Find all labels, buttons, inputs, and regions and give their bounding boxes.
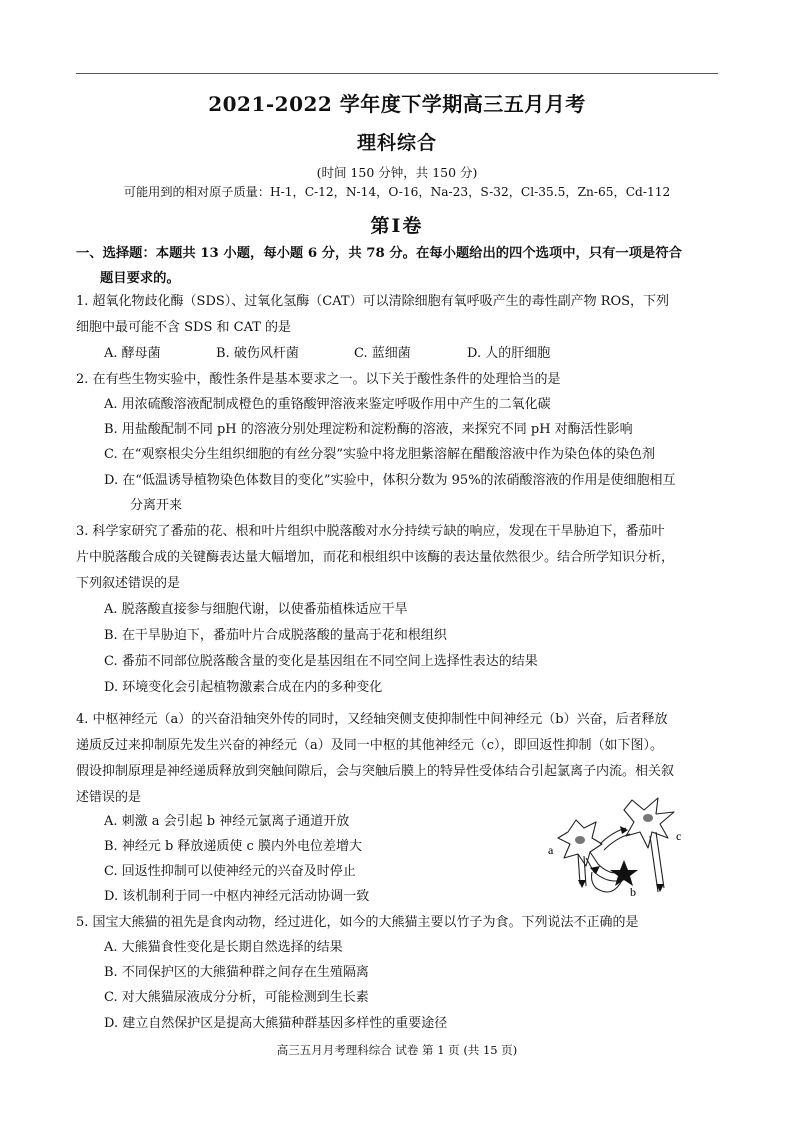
- q4-stem: 4. 中枢神经元（a）的兴奋沿轴突外传的同时，又经轴突侧支使抑制性中间神经元（b）兴奋，后者释放: [76, 712, 668, 727]
- q1-option-a: A. 酵母菌: [104, 346, 161, 361]
- q3-stem-cont2: 下列叙述错误的是: [76, 576, 181, 591]
- q4-option-c: C. 回返性抑制可以使神经元的兴奋及时停止: [104, 864, 356, 879]
- page-footer: 高三五月月考理科综合 试卷 第 1 页 (共 15 页): [276, 1043, 518, 1057]
- q2-option-d-cont: 分离开来: [130, 498, 183, 513]
- neuron-diagram: [540, 792, 700, 902]
- q3-stem-cont1: 片中脱落酸合成的关键酶表达量大幅增加，而花和根组织中该酶的表达量依然很少。结合所学知识分析，: [76, 550, 675, 565]
- exam-title: 2021-2022 学年度下学期高三五月月考: [208, 92, 586, 116]
- q5-option-d: D. 建立自然保护区是提高大熊猫种群基因多样性的重要途径: [104, 1016, 448, 1031]
- q2-option-d: D. 在“低温诱导植物染色体数目的变化”实验中，体积分数为 95%的浓硝酸溶液的作用是使细胞相互: [104, 473, 676, 488]
- q5-option-b: B. 不同保护区的大熊猫种群之间存在生殖隔离: [104, 965, 369, 980]
- q3-option-b: B. 在干旱胁迫下，番茄叶片合成脱落酸的量高于花和根组织: [104, 628, 447, 643]
- q2-option-c: C. 在“观察根尖分生组织细胞的有丝分裂”实验中将龙胆紫溶解在醋酸溶液中作为染色体的染色剂: [104, 447, 656, 462]
- q1-option-c: C. 蓝细菌: [354, 346, 411, 361]
- exam-subtitle: 理科综合: [356, 132, 437, 154]
- arrow-3: [620, 826, 628, 834]
- top-rule: [76, 73, 718, 74]
- time-info: (时间 150 分钟，共 150 分): [316, 165, 478, 180]
- neuron-c-body: [624, 798, 674, 848]
- q5-option-c: C. 对大熊猫尿液成分分析，可能检测到生长素: [104, 990, 369, 1005]
- arrow-1: [578, 880, 586, 888]
- neuron-c-nucleus: [643, 814, 653, 822]
- q3-option-a: A. 脱落酸直接参与细胞代谢，以使番茄植株适应干旱: [104, 602, 408, 617]
- atomic-masses: 可能用到的相对原子质量：H-1，C-12，N-14，O-16，Na-23，S-32，Cl-35.5，Zn-65，Cd-112: [123, 185, 671, 199]
- neuron-b-star: [610, 860, 638, 886]
- q2-stem: 2. 在有些生物实验中，酸性条件是基本要求之一。以下关于酸性条件的处理恰当的是: [76, 372, 561, 387]
- q3-option-c: C. 番茄不同部位脱落酸含量的变化是基因组在不同空间上选择性表达的结果: [104, 654, 538, 669]
- q2-option-b: B. 用盐酸配制不同 pH 的溶液分别处理淀粉和淀粉酶的溶液，来探究不同 pH 对酶活性影响: [104, 422, 633, 437]
- q4-stem-cont2: 假设抑制原理是神经递质释放到突触间隙后，会与突触后膜上的特异性受体结合引起氯离子内流。相关叙: [76, 764, 675, 779]
- q3-stem: 3. 科学家研究了番茄的花、根和叶片组织中脱落酸对水分持续亏缺的响应，发现在干旱胁迫下，番茄叶: [76, 524, 665, 539]
- q4-option-b: B. 神经元 b 释放递质使 c 膜内外电位差增大: [104, 839, 362, 854]
- q4-stem-cont3: 述错误的是: [76, 790, 142, 805]
- q4-stem-cont1: 递质反过来抑制原先发生兴奋的神经元（a）及同一中枢的其他神经元（c），即回返性抑制（如下图）。: [76, 738, 664, 753]
- q5-option-a: A. 大熊猫食性变化是长期自然选择的结果: [104, 940, 343, 955]
- q1-option-b: B. 破伤风杆菌: [216, 346, 299, 361]
- section-heading: 一、选择题：本题共 13 小题，每小题 6 分，共 78 分。在每小题给出的四个选项中，只有一项是符合: [76, 246, 682, 261]
- q1-stem-cont: 细胞中最可能不含 SDS 和 CAT 的是: [76, 320, 292, 335]
- q3-option-d: D. 环境变化会引起植物激素合成在内的多种变化: [104, 680, 383, 695]
- label-c: c: [676, 829, 682, 843]
- q5-stem: 5. 国宝大熊猫的祖先是食肉动物，经过进化，如今的大熊猫主要以竹子为食。下列说法不正确的是: [76, 915, 639, 930]
- label-b: b: [630, 885, 636, 899]
- neuron-c-axon: [650, 832, 664, 892]
- label-a: a: [548, 843, 554, 857]
- q1-option-d: D. 人的肝细胞: [467, 346, 551, 361]
- q4-option-a: A. 刺激 a 会引起 b 神经元氯离子通道开放: [104, 814, 350, 829]
- neuron-a-nucleus: [575, 836, 585, 844]
- q4-option-d: D. 该机制利于同一中枢内神经元活动协调一致: [104, 889, 370, 904]
- section-heading-cont: 题目要求的。: [100, 271, 180, 286]
- q2-option-a: A. 用浓硫酸溶液配制成橙色的重铬酸钾溶液来鉴定呼吸作用中产生的二氧化碳: [104, 397, 551, 412]
- q1-stem: 1. 超氧化物歧化酶（SDS）、过氧化氢酶（CAT）可以清除细胞有氧呼吸产生的毒性副产物 ROS，下列: [76, 294, 670, 309]
- volume-heading: 第Ⅰ卷: [370, 215, 424, 237]
